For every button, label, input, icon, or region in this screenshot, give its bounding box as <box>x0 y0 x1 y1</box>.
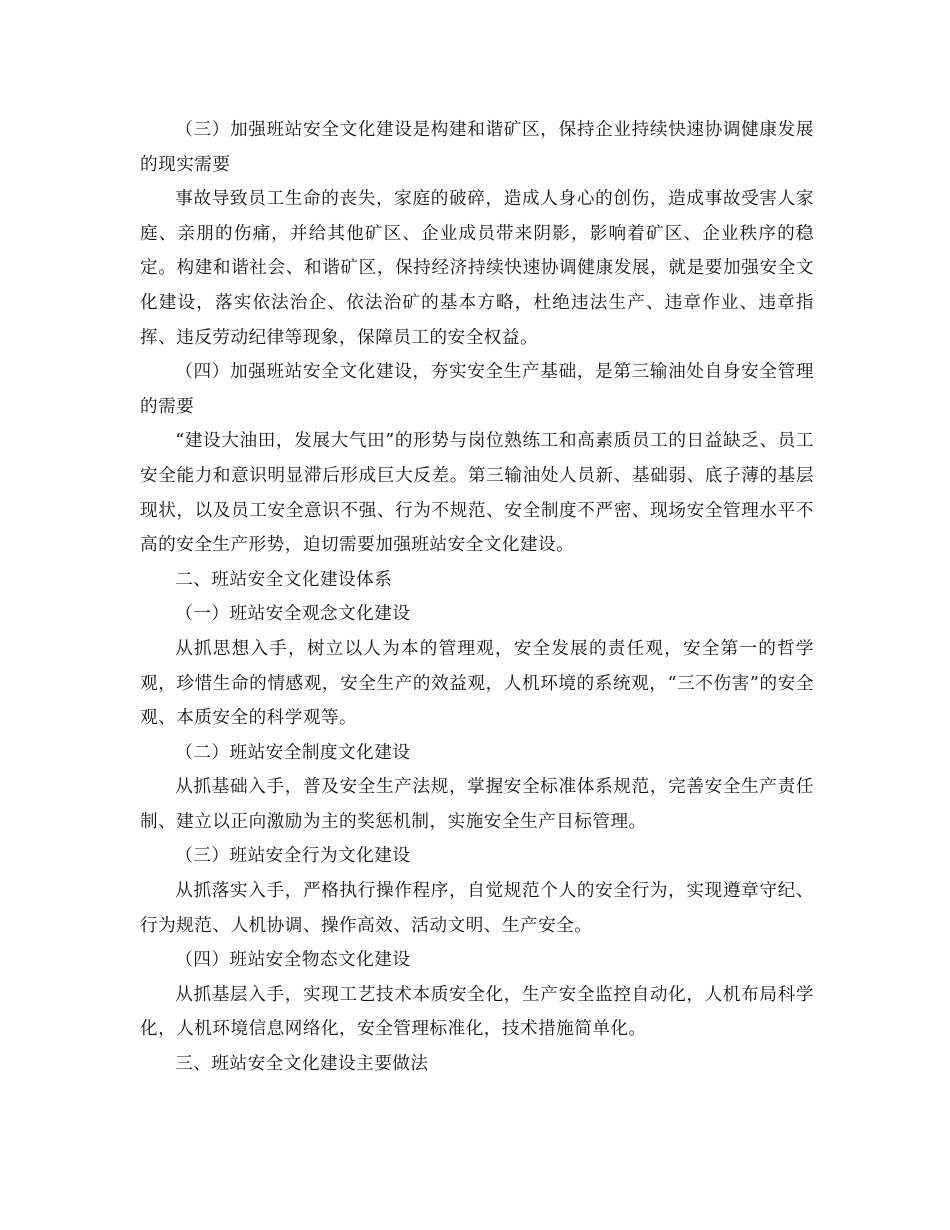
section-heading-3: 三、班站安全文化建设主要做法 <box>175 1054 429 1075</box>
body-paragraph: 事故导致员工生命的丧失，家庭的破碎，造成人身心的创伤，造成事故受害人家庭、亲朋的伤痛，并给其他矿区、企业成员带来阴影，影响着矿区、企业秩序的稳定。构建和谐社会、和谐矿区，保持经济持续快速协调健康发展，就是要加强安全文化建设，落实依法治企、依法治矿的基本方略，杜绝违法生产、违章作业、违章指挥、违反劳动纪律等现象，保障员工的安全权益。 <box>140 189 814 348</box>
section-heading-2-2: （二）班站安全制度文化建设 <box>175 742 411 763</box>
document-page <box>140 113 814 1082</box>
body-paragraph: 从抓基层入手，实现工艺技术本质安全化，生产安全监控自动化，人机布局科学化，人机环境信息网络化，安全管理标准化，技术措施简单化。 <box>140 984 814 1040</box>
section-heading-2-4: （四）班站安全物态文化建设 <box>175 950 411 971</box>
section-heading-2-1: （一）班站安全观念文化建设 <box>175 604 411 625</box>
body-paragraph: 从抓落实入手，严格执行操作程序，自觉规范个人的安全行为，实现遵章守纪、行为规范、人机协调、操作高效、活动文明、生产安全。 <box>140 881 814 936</box>
body-paragraph: “建设大油田，发展大气田”的形势与岗位熟练工和高素质员工的日益缺乏、员工安全能力和意识明显滞后形成巨大反差。第三输油处人员新、基础弱、底子薄的基层现状，以及员工安全意识不强、行为不规范、安全制度不严密、现场安全管理水平不高的安全生产形势，迫切需要加强班站安全文化建设。 <box>140 431 814 556</box>
section-heading-2-3: （三）班站安全行为文化建设 <box>175 846 411 867</box>
section-heading-2: 二、班站安全文化建设体系 <box>175 569 393 590</box>
body-paragraph: 从抓基础入手，普及安全生产法规，掌握安全标准体系规范，完善安全生产责任制、建立以正向激励为主的奖惩机制，实施安全生产目标管理。 <box>140 777 814 832</box>
section-heading-3-4: （四）加强班站安全文化建设，夯实安全生产基础，是第三输油处自身安全管理的需要 <box>140 362 814 417</box>
section-heading-3-3: （三）加强班站安全文化建设是构建和谐矿区，保持企业持续快速协调健康发展的现实需要 <box>140 120 814 175</box>
body-paragraph: 从抓思想入手，树立以人为本的管理观，安全发展的责任观，安全第一的哲学观，珍惜生命的情感观，安全生产的效益观，人机环境的系统观，“三不伤害”的安全观、本质安全的科学观等。 <box>140 638 814 729</box>
